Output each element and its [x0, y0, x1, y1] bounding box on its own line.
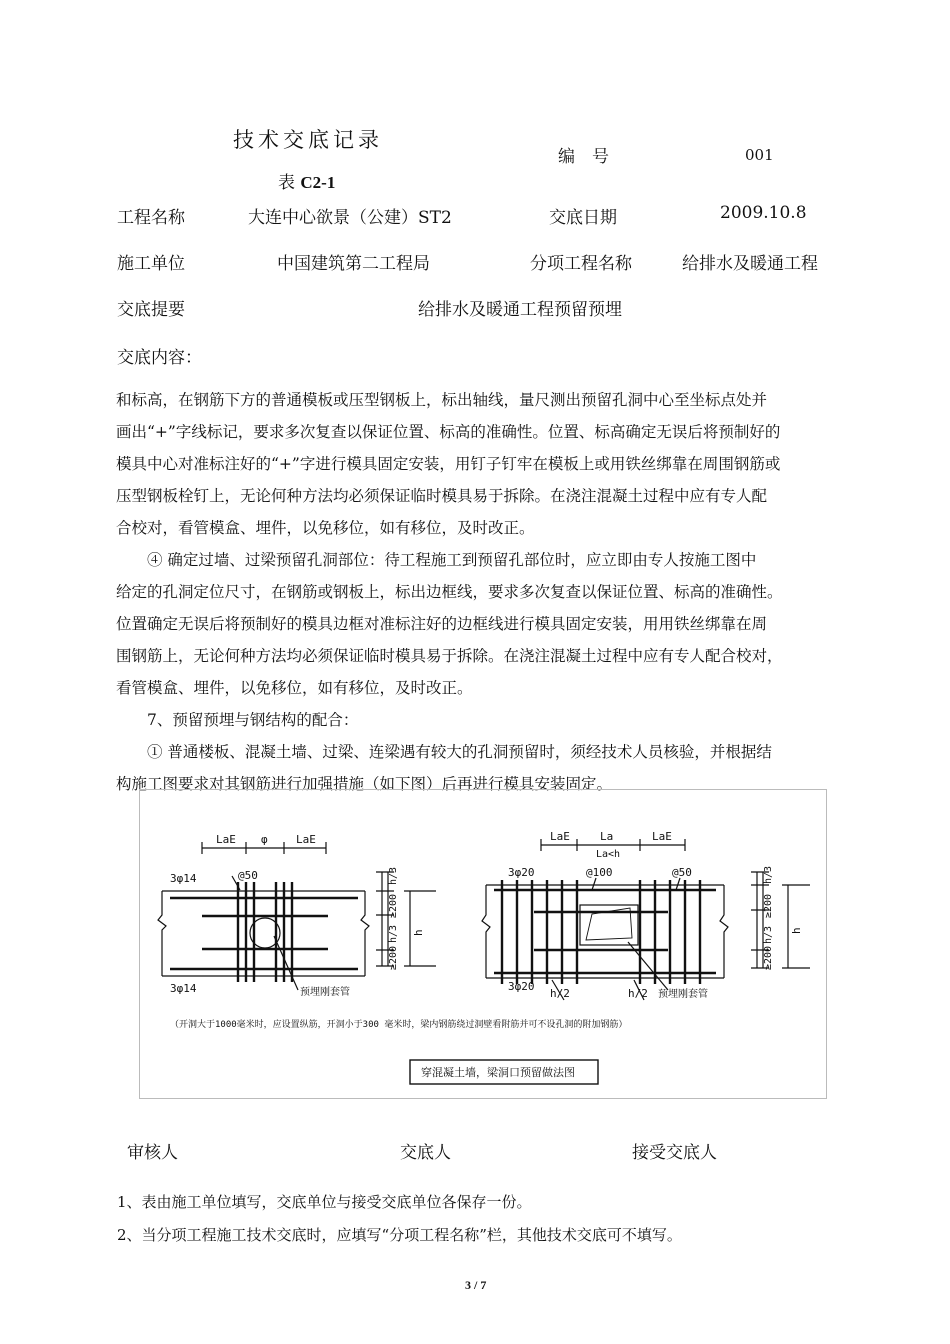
left-sleeve-label: 预埋刚套管	[300, 987, 350, 998]
note-2: 2、当分项工程施工技术交底时，应填写“分项工程名称”栏，其他技术交底可不填写。	[117, 1226, 682, 1244]
left-dim-3: LaE	[296, 833, 316, 846]
right-v-dim-top: ≥200	[763, 893, 774, 918]
summary-label: 交底提要	[117, 300, 185, 320]
content-body	[116, 384, 836, 800]
reviewer-label: 审核人	[127, 1143, 178, 1163]
left-dim-1: LaE	[216, 833, 236, 846]
h-half-1: h/2	[550, 987, 570, 1000]
left-v-dim-bot: ≥200	[388, 945, 399, 970]
body-line: 构施工图要求对其钢筋进行加强措施（如下图）后再进行模具安装固定。	[116, 775, 613, 793]
right-dim-1: LaE	[550, 830, 570, 843]
left-dim-2: φ	[261, 833, 268, 846]
right-v-dim-bot: ≥200	[763, 945, 774, 970]
right-spacing-1: @100	[586, 866, 613, 879]
date-value: 2009.10.8	[720, 203, 807, 223]
project-value: 大连中心欲景（公建）ST2	[248, 208, 452, 228]
body-line: 给定的孔洞定位尺寸，在钢筋或钢板上，标出边框线，要求多次复查以保证位置、标高的准确性。	[116, 583, 783, 601]
page-number: 3 / 7	[465, 1278, 487, 1292]
left-v-dim-mid: h/3	[388, 924, 399, 943]
left-v-dim-h: h	[412, 929, 425, 936]
content-label: 交底内容：	[117, 348, 202, 368]
number-label: 编 号	[558, 147, 609, 167]
form-code	[278, 168, 335, 193]
figure-caption: 穿混凝土墙，梁洞口预留做法图	[421, 1066, 575, 1079]
body-line: 画出“+”字线标记，要求多次复查以保证位置、标高的准确性。位置、标高确定无误后将预制好的	[116, 423, 781, 441]
right-dim-2: La	[600, 830, 614, 843]
body-line: 看管模盒、埋件，以免移位，如有移位，及时改正。	[116, 679, 473, 697]
subproject-label: 分项工程名称	[530, 254, 632, 274]
body-line: 7、预留预埋与钢结构的配合：	[147, 711, 359, 729]
date-label: 交底日期	[549, 208, 617, 228]
left-v-dim-top-h: h/3	[388, 866, 399, 885]
left-spacing-label: @50	[238, 869, 258, 882]
presenter-label: 交底人	[400, 1143, 451, 1163]
form-code-label: 表	[278, 173, 295, 193]
right-top-bar-label: 3φ20	[508, 866, 535, 879]
body-line: 合校对，看管模盒、埋件，以免移位，如有移位，及时改正。	[116, 519, 535, 537]
form-code-value: C2-1	[300, 173, 336, 192]
body-line: ④ 确定过墙、过梁预留孔洞部位：待工程施工到预留孔部位时，应立即由专人按施工图中	[147, 551, 757, 569]
body-line: 围钢筋上，无论何种方法均必须保证临时模具易于拆除。在浇注混凝土过程中应有专人配合校对，	[116, 647, 783, 665]
right-v-dim-mid: h/3	[763, 925, 774, 944]
right-sleeve-label: 预埋刚套管	[658, 989, 708, 1000]
right-wall-diagram	[482, 839, 810, 1000]
body-line: 位置确定无误后将预制好的模具边框对准标注好的边框线进行模具固定安装，用用铁丝绑靠在周	[116, 615, 768, 633]
summary-value: 给排水及暖通工程预留预埋	[418, 300, 622, 320]
right-dim-3: LaE	[652, 830, 672, 843]
receiver-label: 接受交底人	[632, 1143, 717, 1163]
left-top-bar-label: 3φ14	[170, 872, 197, 885]
reinforcement-figure	[139, 789, 827, 1099]
figure-note: （开洞大于1000毫米时，应设置纵筋，开洞小于300 毫米时，梁内钢筋绕过洞壁看附筋并可不设孔洞的附加钢筋）	[170, 1020, 628, 1030]
body-line: 模具中心对准标注好的“+”字进行模具固定安装，用钉子钉牢在模板上或用铁丝绑靠在周围钢筋或	[116, 455, 781, 473]
right-spacing-2: @50	[672, 866, 692, 879]
number-value: 001	[745, 146, 774, 164]
left-bottom-bar-label: 3φ14	[170, 982, 197, 995]
body-line: 和标高，在钢筋下方的普通模板或压型钢板上，标出轴线，量尺测出预留孔洞中心至坐标点处并	[116, 391, 768, 409]
subproject-value: 给排水及暖通工程	[682, 254, 818, 274]
unit-label: 施工单位	[117, 254, 185, 274]
body-line: 压型钢板栓钉上，无论何种方法均必须保证临时模具易于拆除。在浇注混凝土过程中应有专人配	[116, 487, 768, 505]
body-line: ① 普通楼板、混凝土墙、过梁、连梁遇有较大的孔洞预留时，须经技术人员核验，并根据结	[147, 743, 772, 761]
left-v-dim-top: ≥200	[388, 893, 399, 918]
note-1: 1、表由施工单位填写，交底单位与接受交底单位各保存一份。	[117, 1193, 532, 1211]
h-half-2: h/2	[628, 987, 648, 1000]
unit-value: 中国建筑第二工程局	[277, 254, 430, 274]
right-v-dim-top-h: h/3	[763, 865, 774, 884]
right-v-dim-h: h	[790, 927, 803, 934]
document-title: 技术交底记录	[233, 128, 383, 152]
reinforcement-drawing	[140, 790, 828, 1100]
right-dim-2b: La<h	[596, 849, 621, 860]
project-label: 工程名称	[117, 208, 185, 228]
right-bottom-bar-label: 3φ20	[508, 980, 535, 993]
